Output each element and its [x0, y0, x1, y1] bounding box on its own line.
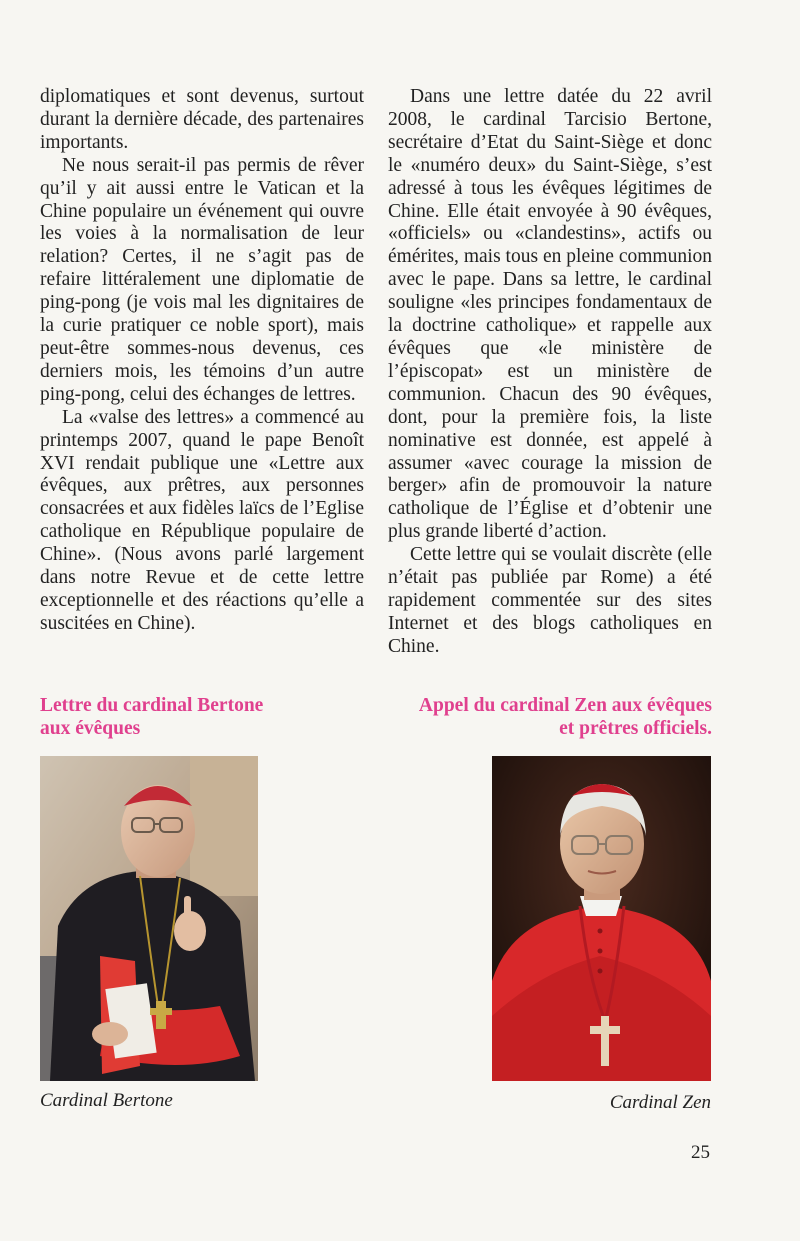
right-paragraph-2: Cette lettre qui se voulait discrète (elle n’était pas publiée par Rome) a été rapidement commentée sur des sites Internet et des blogs catholiques en Chine. [388, 544, 712, 657]
heading-bertone-line-2: aux évêques [40, 718, 141, 739]
right-paragraph-1: Dans une lettre datée du 22 avril 2008, le cardinal Tarcisio Bertone, secrétaire d’Etat du Saint-Siège et donc le «numéro deux» du Saint-Siège, s’est adressé à tous les évêques légitimes de Chine. Elle était envoyée à 90 évêques, «officiels» ou «clandestins», actifs ou émérites, mais tous en pleine communion avec le pape. Dans sa lettre, le cardinal souligne «les principes fondamentaux de la doctrine catholique» et rappelle aux évêques que «le ministère de l’épiscopat» est un ministère de communion. Chacun des 90 évêques, dont, pour la première fois, la liste nominative est donnée, est appelé à assumer «avec courage la mission de berger» afin de promouvoir la nature catholique de l’Église et d’obtenir une plus grande liberté d’action. [388, 86, 712, 543]
left-paragraph-3: La «valse des lettres» a commencé au printemps 2007, quand le pape Benoît XVI rendait publique une «Lettre aux évêques, aux prêtres, aux personnes consacrées et aux fidèles laïcs de l’Eglise catholique en République populaire de Chine». (Nous avons parlé largement dans notre Revue et de cette lettre exceptionnelle et des réactions qu’elle a suscitées en Chine). [40, 406, 364, 634]
section-heading-bertone [40, 694, 360, 740]
section-heading-zen [360, 694, 712, 740]
photo-cardinal-bertone [40, 756, 258, 1081]
right-column [388, 86, 712, 659]
bertone-portrait-illustration [40, 756, 258, 1081]
heading-zen-line-2: et prêtres officiels. [559, 718, 712, 739]
left-paragraph-2: Ne nous serait-il pas permis de rêver qu’il y ait aussi entre le Vatican et la Chine populaire un événement qui ouvre les voies à la normalisation de leur relation? Certes, il ne s’agit pas de refaire littéralement une diplomatie de ping-pong (je vois mal les dignitaires de la curie pratiquer ce noble sport), mais peut-être sommes-nous devenus, ces derniers mois, les témoins d’un autre ping-pong, celui des échanges de lettres. [40, 154, 364, 405]
left-column [40, 86, 364, 636]
heading-bertone-line-1: Lettre du cardinal Bertone [40, 695, 264, 716]
zen-portrait-illustration [492, 756, 711, 1081]
heading-zen-line-1: Appel du cardinal Zen aux évêques [418, 695, 712, 716]
photo-cardinal-zen [492, 756, 711, 1081]
caption-zen: Cardinal Zen [609, 1092, 711, 1113]
caption-bertone: Cardinal Bertone [40, 1090, 173, 1111]
left-paragraph-1: diplomatiques et sont devenus, surtout durant la dernière décade, des partenaires importants. [40, 86, 364, 153]
page-number: 25 [691, 1142, 710, 1163]
